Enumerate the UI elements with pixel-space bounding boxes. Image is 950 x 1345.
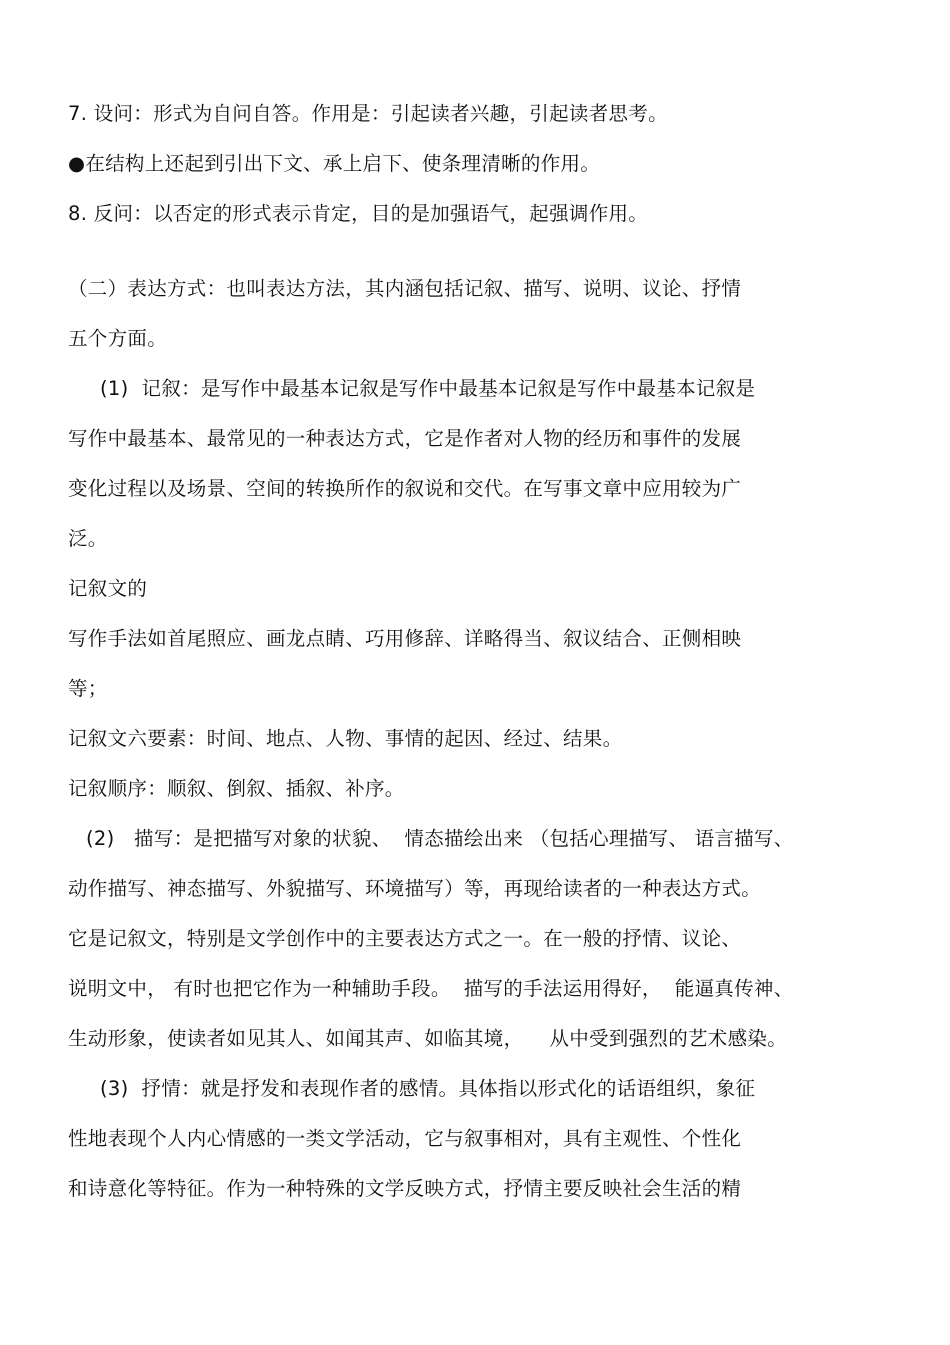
description-line-2: 动作描写、神态描写、外貌描写、环境描写）等，再现给读者的一种表达方式。 bbox=[68, 877, 762, 900]
narration-line-4: 泛。 bbox=[68, 527, 108, 550]
description-line-4: 说明文中， 有时也把它作为一种辅助手段。 描写的手法运用得好， 能逼真传神、 bbox=[68, 977, 794, 1000]
description-line-3: 它是记叙文，特别是文学创作中的主要表达方式之一。在一般的抒情、议论、 bbox=[68, 927, 742, 950]
lyric-intro: (3) 抒情：就是抒发和表现作者的感情。具体指以形式化的话语组织，象征 bbox=[100, 1077, 756, 1100]
narrative-order: 记叙顺序：顺叙、倒叙、插叙、补序。 bbox=[68, 777, 405, 800]
line-structure-note: ●在结构上还起到引出下文、承上启下、使条理清晰的作用。 bbox=[68, 152, 601, 175]
line-counter-question: 8. 反问：以否定的形式表示肯定，目的是加强语气，起强调作用。 bbox=[68, 202, 649, 225]
narration-intro: (1) 记叙：是写作中最基本记叙是写作中最基本记叙是写作中最基本记叙是 bbox=[100, 377, 756, 400]
narrative-techniques: 写作手法如首尾照应、画龙点睛、巧用修辞、详略得当、叙议结合、正侧相映 bbox=[68, 627, 742, 650]
narrative-six-elements: 记叙文六要素：时间、地点、人物、事情的起因、经过、结果。 bbox=[68, 727, 623, 750]
narration-line-3: 变化过程以及场景、空间的转换所作的叙说和交代。在写事文章中应用较为广 bbox=[68, 477, 742, 500]
description-intro: (2) 描写：是把描写对象的状貌、 情态描绘出来 （包括心理描写、 语言描写、 bbox=[86, 827, 794, 850]
narrative-techniques-end: 等； bbox=[68, 677, 108, 700]
narrative-essay-label: 记叙文的 bbox=[68, 577, 148, 600]
lyric-line-2: 性地表现个人内心情感的一类文学活动，它与叙事相对，具有主观性、个性化 bbox=[68, 1127, 742, 1150]
section-heading-expression: （二）表达方式：也叫表达方法，其内涵包括记叙、描写、说明、议论、抒情 bbox=[68, 277, 742, 300]
section-heading-continued: 五个方面。 bbox=[68, 327, 168, 350]
line-rhetorical-question: 7. 设问：形式为自问自答。作用是：引起读者兴趣，引起读者思考。 bbox=[68, 102, 668, 125]
description-line-5: 生动形象，使读者如见其人、如闻其声、如临其境， 从中受到强烈的艺术感染。 bbox=[68, 1027, 787, 1050]
narration-line-2: 写作中最基本、最常见的一种表达方式，它是作者对人物的经历和事件的发展 bbox=[68, 427, 742, 450]
lyric-line-3: 和诗意化等特征。作为一种特殊的文学反映方式，抒情主要反映社会生活的精 bbox=[68, 1177, 742, 1200]
